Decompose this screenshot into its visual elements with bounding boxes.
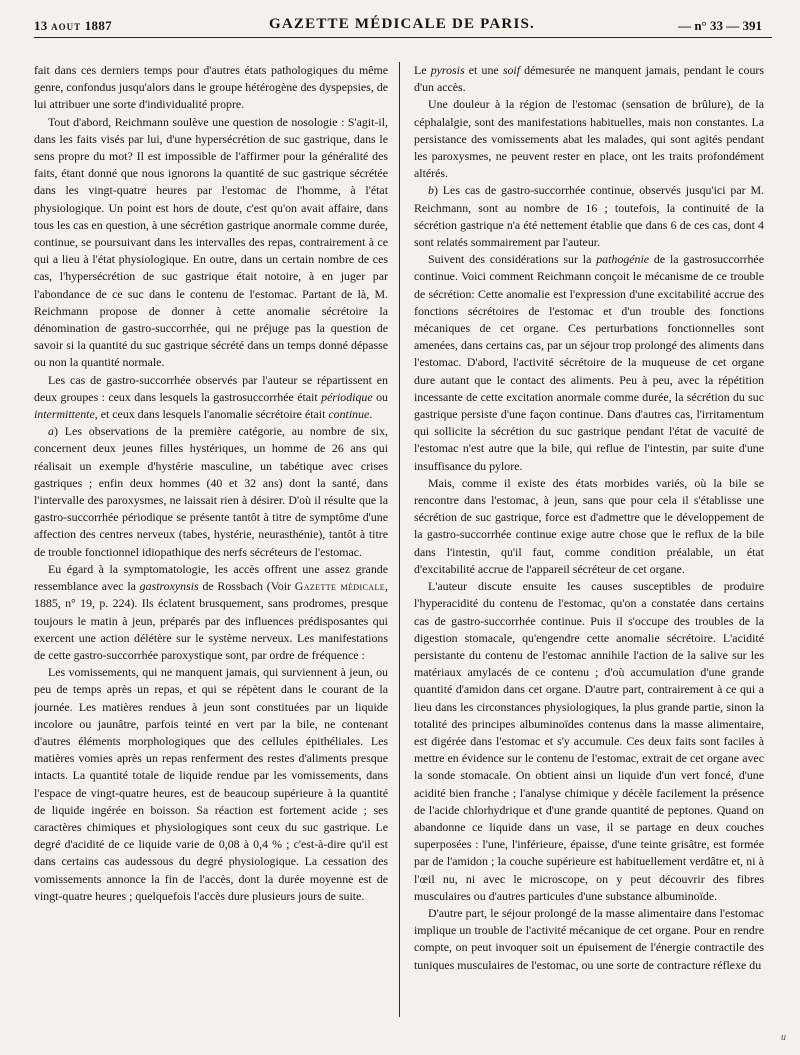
journal-title: GAZETTE MÉDICALE DE PARIS. — [269, 16, 535, 32]
header-date: 13 AOUT 1887 — [34, 18, 112, 33]
issue-page-number: — n° 33 — 391 — [678, 18, 762, 33]
paragraph: Le pyrosis et une soif démesurée ne manquent jamais, pendant le cours d'un accès. — [414, 63, 764, 95]
column-divider — [399, 62, 400, 1017]
paragraph: D'autre part, le séjour prolongé de la masse alimentaire dans l'estomac implique un trouble de l'activité mécanique de cet organe. Pour en rendre compte, on peut invoquer soit un épuisement de l'énergie contractile des tuniques musculaires de l'estomac, ou une sorte de contracture réflexe du — [414, 905, 764, 972]
paragraph: Mais, comme il existe des états morbides variés, où la bile se rencontre dans l'estomac, à jeun, sans que pour cela il s'établisse une sécrétion de suc gastrique, force est d'admettre que le développement de la gastro-succorrhée continue exige autre chose que le reflux de la bile dans l'intestin, qu'il faut, comme condition préalable, un état d'excitabilité accrue de l'appareil sécréteur de cet organe. — [414, 475, 764, 576]
paragraph: Les vomissements, qui ne manquent jamais, qui surviennent à jeun, ou peu de temps après un repas, et qui se répètent dans le courant de la journée. Les matières rendues à jeun sont constituées par un liquide incolore ou jaunâtre, parfois teinté en vert par la bile, ne contenant d'autres éléments morphologiques que des cellules épithéliales. Les matières vomies après un repas renferment des restes d'aliments presque intacts. La quantité totale de liquide rendue par les vomissements, dans l'espace de vingt-quatre heures, est de beaucoup supérieure à la quantité de liquide ingérée en boisson. Sa réaction est fortement acide ; ses caractères chimiques et physiologiques sont ceux du suc gastrique. Le degré d'acidité de ce liquide varie de 0,08 à 0,4 % ; c'est-à-dire qu'il est dans certains cas audessous du degré physiologique. La cessation des vomissements annonce la fin de l'accès, dont la durée moyenne est de vingt-quatre heures ; quelquefois l'accès dure plusieurs jours de suite. — [34, 665, 388, 903]
paragraph: Tout d'abord, Reichmann soulève une question de nosologie : S'agit-il, dans les faits visés par lui, d'une hypersécrétion de suc gastrique, dans le sens propre du mot? Il est impossible de l'affirmer pour la généralité des faits, étant donné que nous ignorons la quantité de suc gastrique sécrétée dans les vingt-quatre heures par l'estomac de l'homme, à l'état physiologique. Un point est hors de doute, c'est qu'on avait affaire, dans tous les cas en question, à une sécrétion gastrique anormale comme durée, continue, se poursuivant dans les intervalles des repas, contrairement à ce qui a lieu à l'état physiologique. En outre, dans un certain nombre de ces cas, l'hypersécrétion de suc gastrique était notoire, à en juger par l'abondance de ce suc dans le contenu de l'estomac. Partant de là, M. Reichmann propose de donner à cette anomalie sécrétoire la dénomination de gastro-succorrhée, qui ne préjuge pas la question de savoir si la quantité du suc gastrique sécrété dans un temps donné dépasse ou non la quantité normale. — [34, 114, 388, 370]
corner-mark: u — [781, 1032, 786, 1043]
paragraph: L'auteur discute ensuite les causes susceptibles de produire l'hyperacidité du contenu de l'estomac, qu'on a constatée dans certains cas de gastro-succorrhée continue. Puis il s'occupe des troubles de la digestion stomacale, qu'engendre cette anomalie sécrétoire. L'acidité persistante du contenu de l'estomac annihile l'action de la salive sur les matériaux amylacés de ce contenu ; d'où accumulation d'une grande quantité d'amidon dans cet organe. D'autre part, contrairement à ce qui a lieu dans les circonstances physiologiques, la plus grande partie, sinon la totalité des principes albuminoïdes contenus dans la masse alimentaire, est digérée dans l'estomac et s'y accumule. Ces deux faits sont faciles à mettre en évidence sur le contenu de l'estomac, extrait de cet organe avec la sonde stomacale. On obtient ainsi un liquide d'un vert foncé, d'une acidité bien franche ; l'analyse chimique y décèle facilement la présence de l'acide chlorhydrique et d'une grande quantité de peptones. Quand on abandonne ce liquide dans un vase, il se partage en deux couches superposées : l'une, l'inférieure, épaisse, d'une teinte grisâtre, est formée par de l'amidon ; la couche supérieure est habituellement verdâtre et, ni à l'œil nu, ni avec le microscope, on y peut découvrir des fibres musculaires ou d'autres particules d'une substance albuminoïde. — [414, 579, 764, 903]
paragraph: Une douleur à la région de l'estomac (sensation de brûlure), de la céphalalgie, sont des manifestations habituelles, mais non constantes. La persistance des vomissements abat les malades, qui sont agités pendant les paroxysmes, ne peuvent rester en place, ont les traits profondément altérés. — [414, 97, 764, 181]
paragraph: b) Les cas de gastro-succorrhée continue, observés jusqu'ici par M. Reichmann, sont au nombre de 16 ; toutefois, la continuité de la sécrétion gastrique n'a été nettement établie que dans 6 de ces cas, dont 4 sont relatés sommairement par l'auteur. — [414, 183, 764, 250]
paragraph: fait dans ces derniers temps pour d'autres états pathologiques du même genre, confondus jusqu'alors dans le groupe hétérogène des dyspepsies, de lui attribuer une sorte d'individualité propre. — [34, 63, 388, 112]
paragraph: a) Les observations de la première catégorie, au nombre de six, concernent deux jeunes filles hystériques, un homme de 26 ans qui réalisait un exemple d'hystérie masculine, un tabétique avec crises gastriques ; enfin deux hommes (40 et 32 ans) dont la santé, dans l'intervalle des paroxysmes, ne laissait rien à désirer. D'où il résulte que la gastro-succorrhée périodique se présente tantôt à titre de symptôme d'une affection des centres nerveux (tabes, hystérie, neurasthénie), tantôt à titre de trouble fonctionnel idiopathique des nerfs sécréteurs de l'estomac. — [34, 424, 388, 559]
left-column — [34, 62, 388, 1017]
paragraph: Les cas de gastro-succorrhée observés par l'auteur se répartissent en deux groupes : ceux dans lesquels la gastrosuccorrhée était périodique ou intermittente, et ceux dans lesquels l'anomalie sécrétoire était continue. — [34, 372, 388, 422]
paragraph: Eu égard à la symptomatologie, les accès offrent une assez grande ressemblance avec la gastroxynsis de Rossbach (Voir Gazette médicale, 1885, n° 19, p. 224). Ils éclatent brusquement, sans prodromes, presque toujours le matin à jeun, préparés par des influences prédisposantes qui exercent une action délétère sur le système nerveux. Les manifestations de cette gastro-succorrhée paroxystique sont, par ordre de fréquence : — [34, 561, 388, 662]
header-rule — [34, 37, 772, 38]
paragraph: Suivent des considérations sur la pathogénie de la gastrosuccorrhée continue. Voici comment Reichmann conçoit le mécanisme de ce trouble de sécrétion: Cette anomalie est l'expression d'une excitabilité accrue des fonctions sécrétoires de l'estomac et d'un trouble des fonctions mécaniques de cet organe. Ces perturbations fonctionnelles sont amenées, dans certains cas, par un séjour trop prolongé des aliments dans l'estomac. D'abord, l'activité sécrétoire de la muqueuse de cet organe dure autant que le contact des aliments. Peu à peu, avec la répétition incessante de cette excitation anormale comme durée, la sécrétion du suc gastrique persiste d'une façon continue. Dans d'autres cas, l'irritamentum qui sollicite la sécrétion du suc gastrique pendant l'état de vacuité de l'estomac n'est autre que la bile, qui reflue de l'intestin, par suite d'une insuffisance du pylore. — [414, 252, 764, 473]
right-column — [414, 62, 764, 1037]
